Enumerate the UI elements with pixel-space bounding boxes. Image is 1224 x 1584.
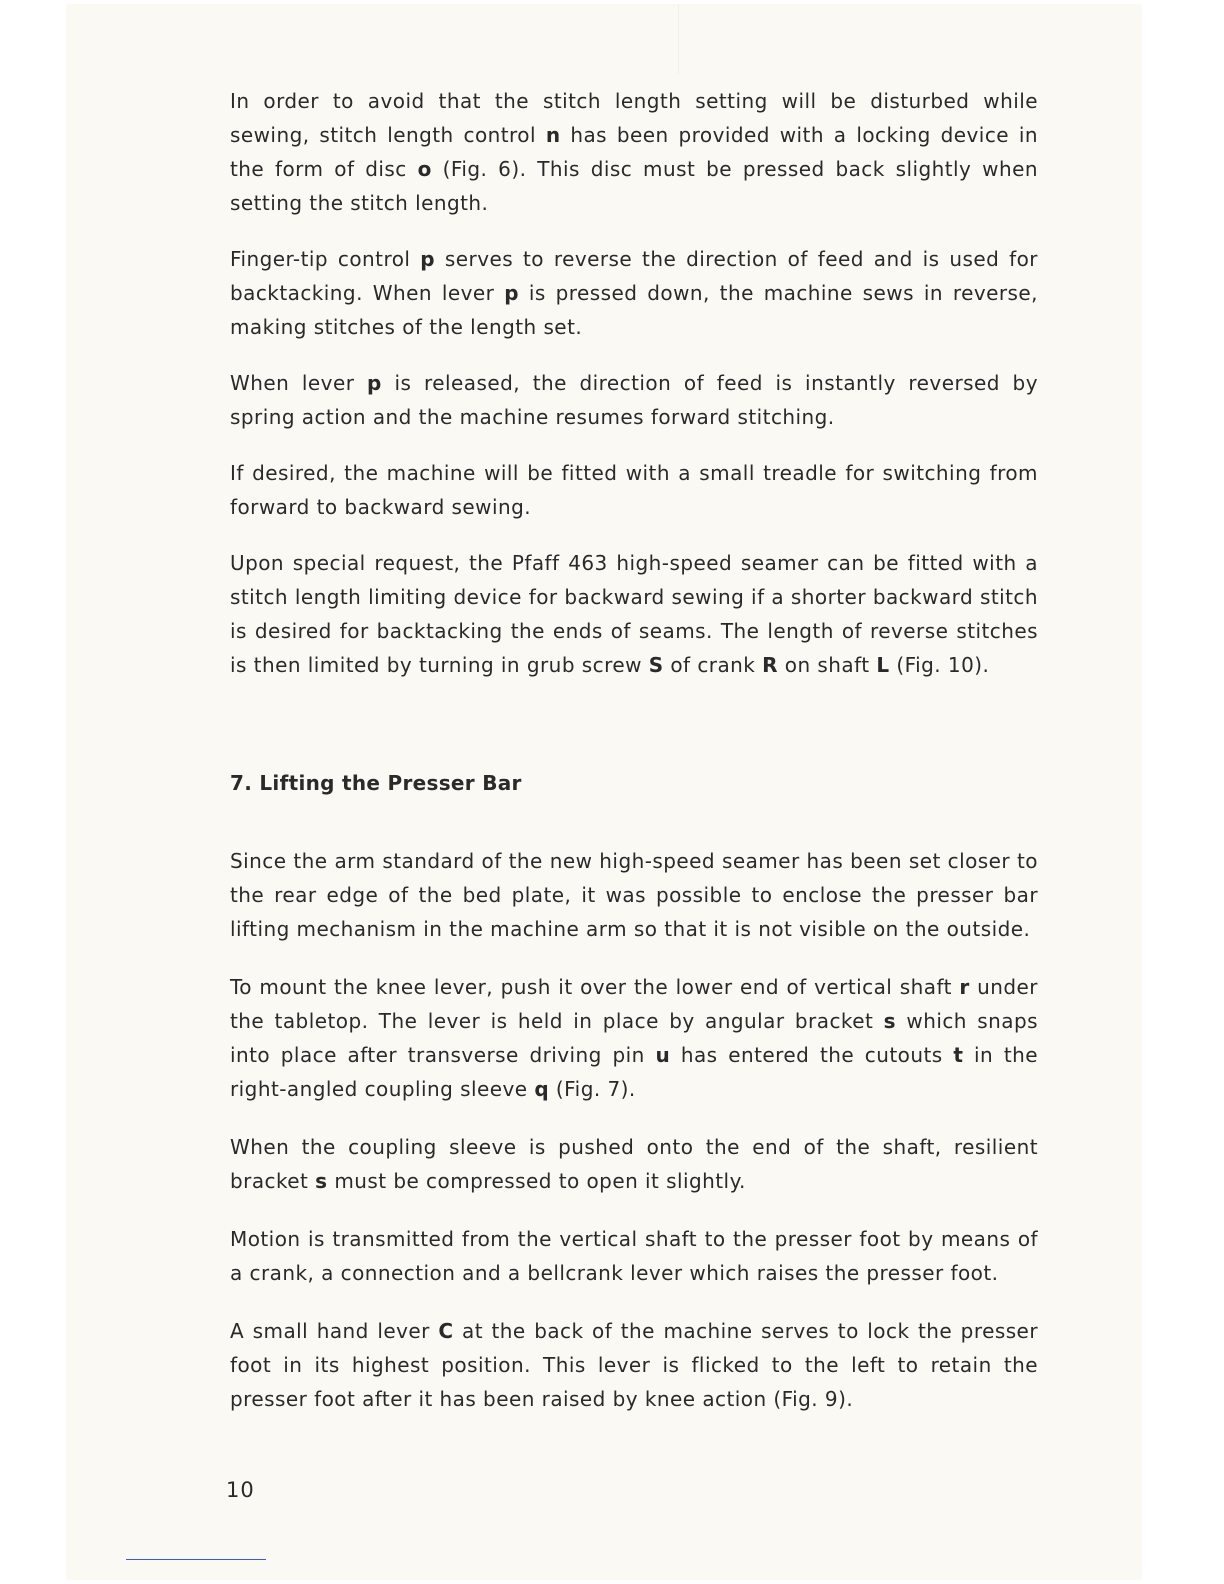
paragraph-stitch-length-lock: [230, 84, 1038, 220]
text-run: Since the arm standard of the new high-speed seamer has been set closer to the rear edge of the bed plate, it was possible to enclose the presser bar lifting mechanism in the machine arm so that it is not visible on the outside.: [230, 849, 1038, 941]
text-run: must be compressed to open it slightly.: [327, 1169, 746, 1193]
part-label-p: p: [367, 371, 382, 395]
part-label-p: p: [504, 281, 519, 305]
text-run: When the coupling sleeve is pushed onto the end of the shaft, resilient bracket: [230, 1135, 1038, 1193]
text-run: When lever: [230, 371, 368, 395]
paragraph-hand-lever: [230, 1314, 1038, 1416]
part-label-u: u: [655, 1043, 671, 1067]
paragraph-lever-release: [230, 366, 1038, 434]
part-label-S: S: [648, 653, 664, 677]
text-run: Finger-tip control: [230, 247, 421, 271]
text-run: has entered the cutouts: [670, 1043, 954, 1067]
text-run: In order to avoid that the stitch length setting will be disturbed while sewing, stitch length control: [230, 89, 1038, 147]
part-label-C: C: [438, 1319, 454, 1343]
text-run: in the right-angled coupling sleeve: [230, 1043, 1039, 1101]
paragraph-knee-lever-mount: [230, 970, 1038, 1106]
part-label-p: p: [420, 247, 436, 271]
text-run: is pressed down, the machine sews in reverse, making stitches of the length set.: [230, 281, 1038, 339]
part-label-R: R: [762, 653, 778, 677]
text-run: of crank: [663, 653, 763, 677]
page-number: 10: [226, 1478, 255, 1502]
text-run: is released, the direction of feed is instantly reversed by spring action and the machine resumes forward stitching.: [230, 371, 1038, 429]
text-run: which snaps into place after transverse driving pin: [230, 1009, 1039, 1067]
text-run: on shaft: [778, 653, 877, 677]
part-label-L: L: [876, 653, 890, 677]
text-run: A small hand lever: [230, 1319, 439, 1343]
text-run: at the back of the machine serves to lock the presser foot in its highest position. This lever is flicked to the left to retain the presser foot after it has been raised by knee action (Fig. 9).: [230, 1319, 1038, 1411]
part-label-o: o: [417, 157, 432, 181]
text-run: serves to reverse the direction of feed and is used for backtacking. When lever: [230, 247, 1038, 305]
text-run: Upon special request, the Pfaff 463 high-speed seamer can be fitted with a stitch length limiting device for backward sewing if a shorter backward stitch is desired for backtacking the ends of seams. The length of reverse stitches is then limited by turning in grub screw: [230, 551, 1038, 677]
section-heading: 7. Lifting the Presser Bar: [230, 771, 522, 795]
paragraph-finger-tip-control: [230, 242, 1038, 344]
part-label-r: r: [959, 975, 970, 999]
part-label-q: q: [534, 1077, 550, 1101]
text-run: under the tabletop. The lever is held in place by angular bracket: [230, 975, 1038, 1033]
page-content: [230, 84, 1038, 1416]
paragraph-arm-standard: [230, 844, 1038, 946]
text-run: To mount the knee lever, push it over the lower end of vertical shaft: [230, 975, 960, 999]
part-label-s: s: [883, 1009, 896, 1033]
text-run: Motion is transmitted from the vertical shaft to the presser foot by means of a crank, a connection and a bellcrank lever which raises the presser foot.: [230, 1227, 1038, 1285]
part-label-n: n: [545, 123, 561, 147]
paragraph-motion-transmission: [230, 1222, 1038, 1290]
paper-fold-shadow: [678, 4, 679, 74]
paragraph-treadle: [230, 456, 1038, 524]
paragraph-coupling-sleeve: [230, 1130, 1038, 1198]
part-label-t: t: [953, 1043, 964, 1067]
text-run: (Fig. 7).: [549, 1077, 636, 1101]
part-label-s: s: [315, 1169, 328, 1193]
text-run: (Fig. 6). This disc must be pressed back slightly when setting the stitch length.: [230, 157, 1038, 215]
scan-artifact-line: [126, 1559, 266, 1560]
text-run: (Fig. 10).: [889, 653, 990, 677]
text-run: If desired, the machine will be fitted with a small treadle for switching from forward to backward sewing.: [230, 461, 1038, 519]
text-run: has been provided with a locking device in the form of disc: [230, 123, 1038, 181]
paragraph-limiting-device: [230, 546, 1038, 682]
